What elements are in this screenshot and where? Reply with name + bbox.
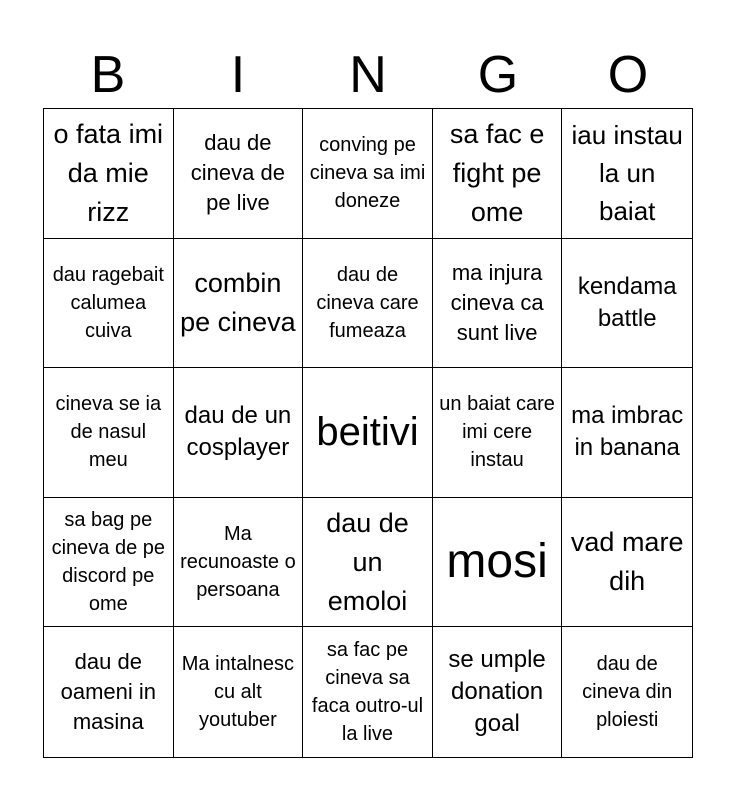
bingo-cell-9[interactable] <box>433 239 563 369</box>
bingo-cell-20-label: vad mare dih <box>570 527 684 597</box>
bingo-cell-16-label: sa bag pe cineva de pe discord pe ome <box>51 509 165 616</box>
bingo-cell-3-label: conving pe cineva sa imi doneze <box>309 134 426 213</box>
bingo-cell-14-label: un baiat care imi cere instau <box>439 393 555 472</box>
bingo-cell-9-label: ma injura cineva ca sunt live <box>450 259 544 345</box>
bingo-cell-3[interactable] <box>303 109 433 239</box>
header-letter-i: I <box>230 46 246 104</box>
bingo-cell-24[interactable] <box>433 627 563 757</box>
bingo-cell-12[interactable] <box>174 368 304 498</box>
bingo-board <box>43 108 693 758</box>
bingo-cell-14[interactable] <box>433 368 563 498</box>
bingo-cell-11-label: cineva se ia de nasul meu <box>55 393 162 472</box>
bingo-cell-13[interactable] <box>303 368 433 498</box>
bingo-cell-19[interactable] <box>433 498 563 628</box>
bingo-cell-10-label: kendama battle <box>577 272 677 332</box>
bingo-cell-8-label: dau de cineva care fumeaza <box>316 263 419 342</box>
bingo-cell-22-label: Ma intalnesc cu alt youtuber <box>181 653 295 732</box>
bingo-cell-1-label: o fata imi da mie rizz <box>53 118 164 227</box>
bingo-cell-23[interactable] <box>303 627 433 757</box>
bingo-cell-17-label: Ma recunoaste o persoana <box>180 523 296 602</box>
bingo-cell-17[interactable] <box>174 498 304 628</box>
bingo-header <box>43 42 693 108</box>
bingo-cell-22[interactable] <box>174 627 304 757</box>
bingo-cell-16[interactable] <box>44 498 174 628</box>
bingo-cell-4[interactable] <box>433 109 563 239</box>
bingo-cell-2[interactable] <box>174 109 304 239</box>
header-letter-g: G <box>477 46 519 104</box>
bingo-cell-1[interactable] <box>44 109 174 239</box>
bingo-cell-7[interactable] <box>174 239 304 369</box>
header-letter-b: B <box>90 46 126 104</box>
bingo-cell-2-label: dau de cineva de pe live <box>190 130 285 216</box>
bingo-cell-21[interactable] <box>44 627 174 757</box>
bingo-cell-20[interactable] <box>562 498 692 628</box>
bingo-cell-4-label: sa fac e fight pe ome <box>449 118 545 227</box>
bingo-cell-8[interactable] <box>303 239 433 369</box>
bingo-cell-18-label: dau de un emoloi <box>326 507 409 616</box>
header-letter-o: O <box>607 46 649 104</box>
bingo-cell-6-label: dau ragebait calumea cuiva <box>52 263 164 342</box>
bingo-cell-25[interactable] <box>562 627 692 757</box>
bingo-cell-5[interactable] <box>562 109 692 239</box>
bingo-cell-15-label: ma imbrac in banana <box>571 402 684 462</box>
bingo-cell-7-label: combin pe cineva <box>180 267 296 337</box>
bingo-cell-24-label: se umple donation goal <box>448 646 546 738</box>
bingo-cell-25-label: dau de cineva din ploiesti <box>582 653 673 732</box>
bingo-cell-23-label: sa fac pe cineva sa faca outro-ul la live <box>311 639 424 746</box>
bingo-cell-18[interactable] <box>303 498 433 628</box>
header-letter-n: N <box>349 46 387 104</box>
bingo-cell-5-label: iau instau la un baiat <box>571 120 683 227</box>
bingo-cell-6[interactable] <box>44 239 174 369</box>
bingo-cell-21-label: dau de oameni in masina <box>60 649 156 735</box>
bingo-cell-12-label: dau de un cosplayer <box>184 402 292 462</box>
bingo-cell-10[interactable] <box>562 239 692 369</box>
bingo-cell-19-label: mosi <box>446 535 548 589</box>
bingo-cell-11[interactable] <box>44 368 174 498</box>
bingo-cell-15[interactable] <box>562 368 692 498</box>
bingo-cell-13-label: beitivi <box>316 410 419 455</box>
